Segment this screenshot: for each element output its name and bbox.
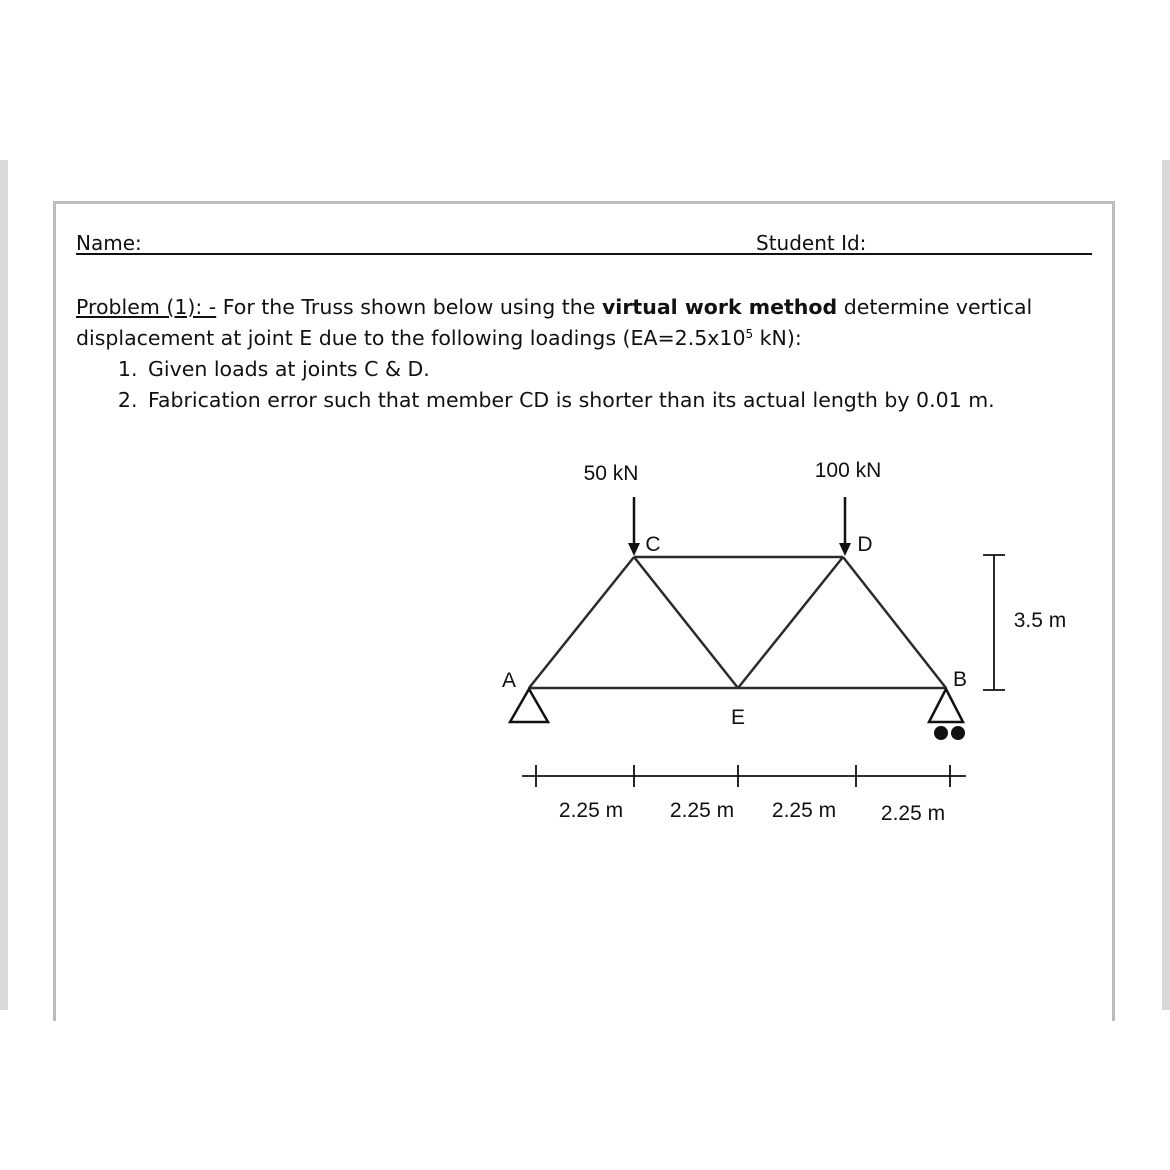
student-id-label: Student Id: [756,231,867,255]
joint-label-B: B [952,668,968,691]
height-label: 3.5 m [1013,609,1067,632]
problem-method: virtual work method [601,295,838,319]
member-CE [634,557,738,688]
loading-case-2: 2. Fabrication error such that member CD is shorter than its actual length by 0.01 m. [144,385,1101,416]
roller-support-B [929,689,965,740]
ea-exponent: 5 [745,327,754,341]
height-dimension [983,555,1005,690]
span-label-2: 2.25 m [669,799,735,822]
joint-label-C: C [645,533,661,556]
span-label-3: 2.25 m [771,799,837,822]
name-label: Name: [76,231,142,255]
span-dimension [522,765,966,787]
member-DE [738,557,843,688]
load-label-C: 50 kN [583,462,639,485]
problem-intro-end: kN): [753,326,802,350]
problem-heading: Problem (1): - [76,295,217,319]
loading-case-1: 1. Given loads at joints C & D. [144,354,1101,385]
load-arrow-D [839,497,851,556]
problem-intro-pre: For the Truss shown below using the [222,295,596,319]
span-label-4: 2.25 m [880,802,946,825]
member-AC [529,557,634,688]
truss-members [529,557,946,688]
joint-label-D: D [857,533,873,556]
joint-label-E: E [730,706,746,729]
span-label-1: 2.25 m [558,799,624,822]
member-DB [843,557,946,688]
pin-support-A [510,689,548,722]
load-arrow-C [628,497,640,556]
problem-intro-post: determine vertical displacement at joint E due to the following loadings (EA=2.5x10 [76,295,1033,350]
load-label-D: 100 kN [814,459,882,482]
joint-label-A: A [501,669,517,692]
